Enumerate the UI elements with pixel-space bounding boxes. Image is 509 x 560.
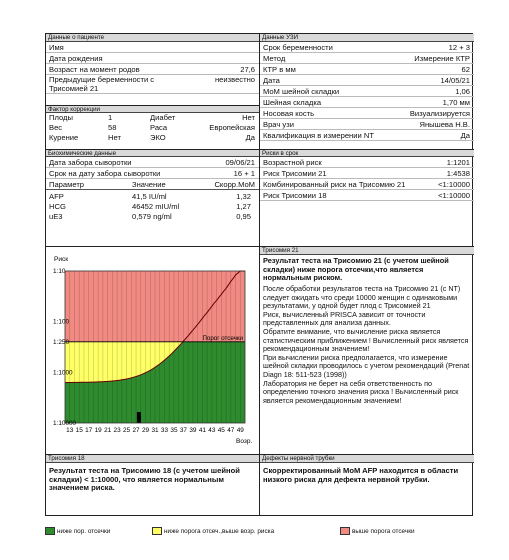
x-tick-label: 23 <box>113 427 121 434</box>
x-tick-label: 25 <box>123 427 131 434</box>
x-tick-label: 35 <box>170 427 178 434</box>
x-tick-label: 13 <box>66 427 74 434</box>
biochem-table-head: Параметр Значение Скорр.MoM <box>46 179 259 190</box>
biochem-header: Биохимические данные <box>46 149 259 157</box>
t21-section <box>260 246 474 454</box>
x-tick-label: 15 <box>75 427 83 434</box>
patient-row: Дата рождения <box>46 53 259 64</box>
ultrasound-row: Метод Измерение КТР <box>260 53 474 64</box>
ultrasound-row: Носовая кость Визуализируется <box>260 108 474 119</box>
x-tick-label: 47 <box>227 427 235 434</box>
correction-row: Вес 58 Раса Европейская <box>49 123 255 132</box>
x-tick-label: 45 <box>217 427 225 434</box>
risks-header: Риски в срок <box>260 149 474 157</box>
right-column <box>260 34 474 515</box>
prenatal-screening-report <box>45 33 473 516</box>
y-tick-label: 1:10000 <box>53 420 77 427</box>
x-tick-label: 29 <box>141 427 150 434</box>
x-tick-label: 43 <box>208 427 216 434</box>
y-tick-label: 1:1000 <box>53 369 73 377</box>
x-tick-label: 37 <box>179 427 187 434</box>
risk-row: Риск Трисомии 21 1:4538 <box>260 168 474 179</box>
t18-section <box>46 454 259 517</box>
t18-header: Трисомия 18 <box>46 455 259 463</box>
legend-mid: ниже порога отсеч.,выше возр. риска <box>152 526 274 537</box>
biochem-row: Дата забора сыворотки 09/06/21 <box>46 157 259 168</box>
ntd-header: Дефекты нервной трубки <box>260 455 474 463</box>
legend-high: выше порога отсечки <box>340 526 415 537</box>
biochem-table-row: HCG 46452 mIU/ml 1,27 <box>49 202 251 211</box>
ultrasound-row: Дата 14/05/21 <box>260 75 474 86</box>
ultrasound-header: Данные УЗИ <box>260 34 474 42</box>
ntd-result: Скорректированный MoM AFP находится в области низкого риска для дефекта нервной трубки. <box>263 466 459 484</box>
patient-marker <box>137 412 141 423</box>
biochem-section <box>46 149 259 222</box>
x-tick-label: 49 <box>236 427 244 434</box>
ultrasound-row: Шейная складка 1,70 мм <box>260 97 474 108</box>
ntd-section <box>260 454 474 517</box>
y-tick-label: 1:100 <box>53 318 69 326</box>
risk-row: Риск Трисомии 18 <1:10000 <box>260 190 474 201</box>
legend-swatch-yellow <box>152 527 162 535</box>
patient-row: Предыдущие беременности с Трисомией 21 неизвестно <box>46 75 259 94</box>
ultrasound-row: Врач узи Янышева Н.В. <box>260 119 474 130</box>
biochem-table-row: uE3 0,579 ng/ml 0,95 <box>49 212 251 221</box>
biochem-row: Срок на дату забора сыворотки 16 + 1 <box>46 168 259 179</box>
x-tick-label: 27 <box>132 427 140 434</box>
x-tick-label: 33 <box>160 427 169 434</box>
legend-swatch-red <box>340 527 350 535</box>
x-tick-label: 39 <box>189 427 197 434</box>
t21-result: Результат теста на Трисомию 21 (с учетом шейной складки) ниже порога отсечки,что является нормальным риском. <box>263 256 449 283</box>
ultrasound-section <box>260 34 474 141</box>
legend-swatch-green <box>45 527 55 535</box>
risk-row: Возрастной риск 1:1201 <box>260 157 474 168</box>
risk-row: Комбинированный риск на Трисомию 21 <1:10000 <box>260 179 474 190</box>
y-tick-label: 1:10 <box>53 268 66 275</box>
ultrasound-row: КТР в мм 62 <box>260 64 474 75</box>
correction-row: Плоды 1 Диабет Нет <box>49 113 255 122</box>
chart-x-label: Возр. <box>236 438 253 445</box>
patient-header: Данные о пациенте <box>46 34 259 42</box>
t21-body: После обработки результатов теста на Трисомию 21 (с NT) следует ожидать что среди 10000 женщин с одинаковыми результатами, у одной будет плод с Трисомией 21 Риск, вычисленный PRISCA зависит от точности представленных для анализа данных. Обратите внимание, что вычисление риска является статистическим приближением ! Вычисленный риск является рекомендационным значением! При вычислении риска предполагается, что измерение шейной складки проводилось с учетом рекомендаций (Prenat Diagn 18: 511-523 (1998)) Лаборатория не берет на себя ответственность по определению точного значения риска ! Вычисленный риск является рекомендационным значением! <box>263 284 470 405</box>
chart-title: Риск <box>54 256 69 263</box>
patient-section <box>46 34 259 94</box>
y-tick-label: 1:250 <box>53 338 69 346</box>
x-tick-label: 19 <box>94 427 102 434</box>
correction-row: Курение Нет ЭКО Да <box>49 133 255 142</box>
left-column <box>46 34 260 515</box>
legend-low: ниже пор. отсечки <box>45 526 110 537</box>
x-tick-label: 21 <box>104 427 112 434</box>
ultrasound-row: Срок беременности 12 + 3 <box>260 42 474 53</box>
ultrasound-row: MoM шейной складки 1,06 <box>260 86 474 97</box>
patient-row: Имя <box>46 42 259 53</box>
t18-result: Результат теста на Трисомию 18 (с учетом шейной складки) < 1:10000, что является нормальным значением риска. <box>49 466 240 493</box>
risk-chart-section <box>46 246 259 454</box>
correction-section <box>46 105 259 143</box>
cutoff-label: Порог отсечки <box>202 334 243 342</box>
x-tick-label: 41 <box>198 427 206 434</box>
patient-row: Возраст на момент родов 27,6 <box>46 64 259 75</box>
risks-section <box>260 149 474 201</box>
biochem-table-row: AFP 41,5 IU/ml 1,32 <box>49 192 251 201</box>
t21-header: Трисомия 21 <box>260 247 474 255</box>
ultrasound-row: Квалификация в измерении NT Да <box>260 130 474 141</box>
risk-chart <box>48 247 258 453</box>
x-tick-label: 31 <box>151 427 159 434</box>
x-tick-label: 17 <box>85 427 93 434</box>
correction-header: Фактор коррекции <box>46 105 259 113</box>
